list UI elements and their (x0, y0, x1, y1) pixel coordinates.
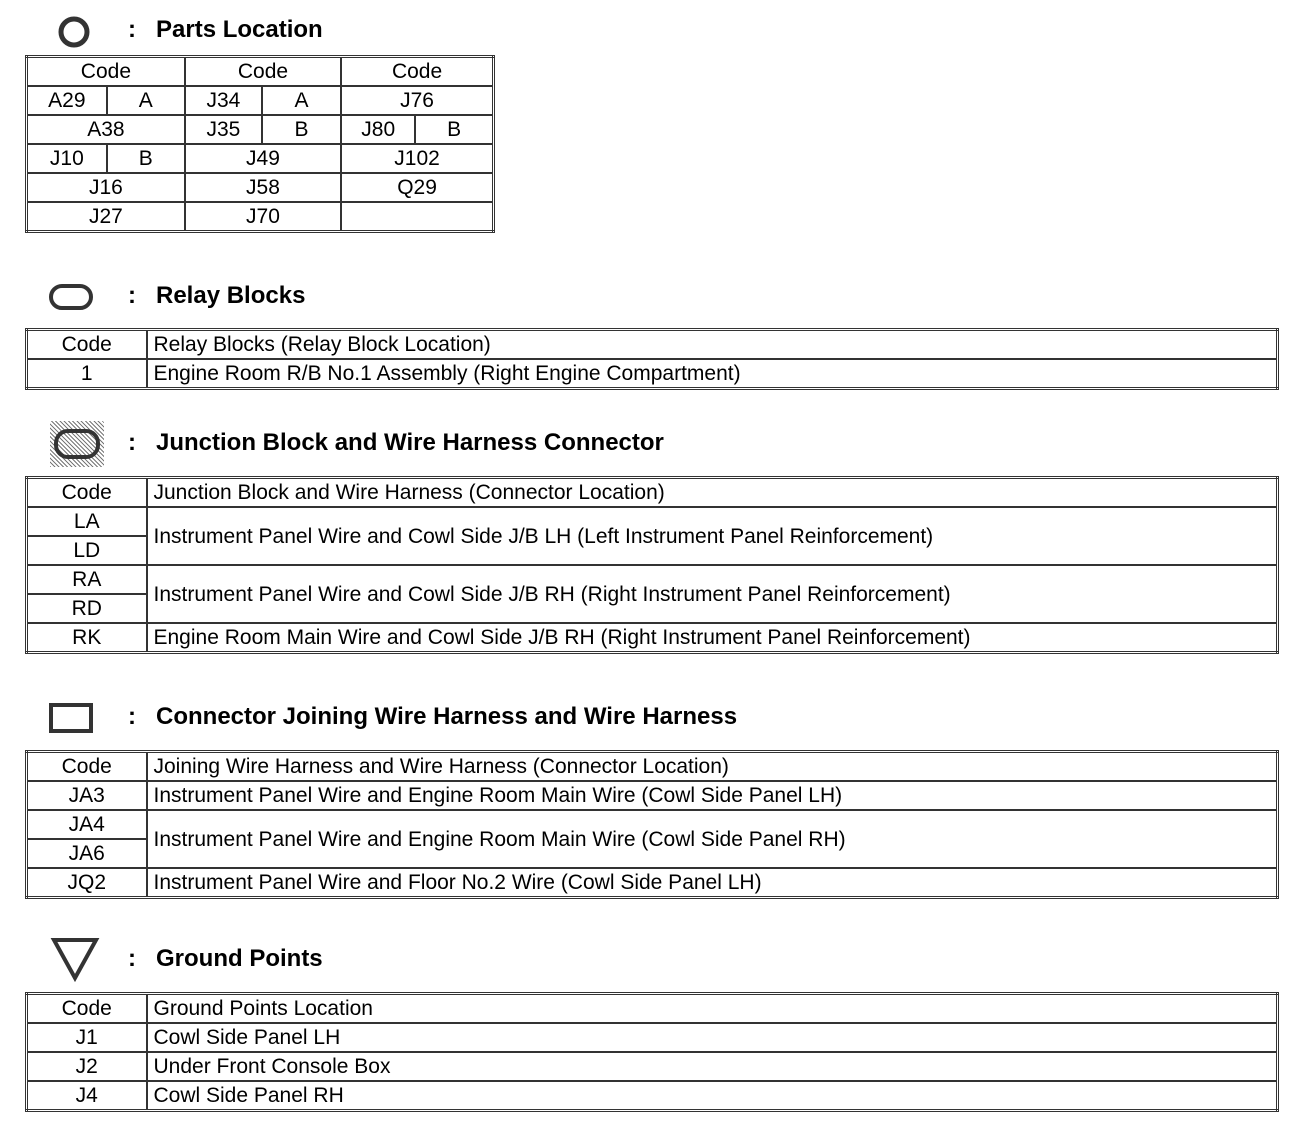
sub-code-cell: B (415, 115, 493, 144)
table-header-row (27, 478, 1278, 508)
junction-block-table (25, 476, 1279, 654)
code-cell: J4 (27, 1081, 147, 1111)
section-colon: : (128, 16, 136, 43)
code-cell: RK (27, 623, 147, 653)
description-cell: Instrument Panel Wire and Engine Room Main Wire (Cowl Side Panel LH) (147, 781, 1278, 810)
code-cell: A29 (27, 86, 107, 115)
description-cell: Instrument Panel Wire and Engine Room Main Wire (Cowl Side Panel RH) (147, 810, 1278, 868)
code-cell: J27 (27, 202, 185, 232)
rounded-rect-icon (48, 283, 94, 311)
code-cell: J10 (27, 144, 107, 173)
description-cell: Engine Room R/B No.1 Assembly (Right Engine Compartment) (147, 359, 1278, 389)
code-cell: JA6 (27, 839, 147, 868)
parts-location-table (25, 55, 495, 233)
sub-code-cell: B (262, 115, 341, 144)
table-row (27, 359, 1278, 389)
table-header-row (27, 752, 1278, 782)
code-cell: J16 (27, 173, 185, 202)
table-row (27, 810, 1278, 839)
code-cell: J76 (341, 86, 493, 115)
table-row (27, 86, 494, 115)
section-colon: : (128, 282, 136, 309)
header-cell: Code (27, 994, 147, 1024)
description-cell: Cowl Side Panel RH (147, 1081, 1278, 1111)
code-cell: A38 (27, 115, 185, 144)
table-row (27, 868, 1278, 898)
header-cell: Relay Blocks (Relay Block Location) (147, 330, 1278, 360)
description-cell: Instrument Panel Wire and Cowl Side J/B RH (Right Instrument Panel Reinforcement) (147, 565, 1278, 623)
code-cell: LD (27, 536, 147, 565)
empty-cell (341, 202, 493, 232)
section-title-relay-blocks: Relay Blocks (156, 282, 306, 309)
table-row (27, 115, 494, 144)
table-row (27, 1081, 1278, 1111)
table-row (27, 565, 1278, 594)
header-cell: Junction Block and Wire Harness (Connector Location) (147, 478, 1278, 508)
header-cell: Code (27, 330, 147, 360)
ground-points-table (25, 992, 1279, 1112)
table-row (27, 507, 1278, 536)
sub-code-cell: A (262, 86, 341, 115)
code-cell: JA3 (27, 781, 147, 810)
section-title-ground-points: Ground Points (156, 945, 323, 972)
header-cell: Code (27, 478, 147, 508)
square-icon (48, 702, 94, 734)
code-cell: 1 (27, 359, 147, 389)
triangle-down-icon (50, 936, 100, 982)
code-cell: J102 (341, 144, 493, 173)
connector-joining-table (25, 750, 1279, 899)
table-header-row (27, 994, 1278, 1024)
sub-code-cell: B (107, 144, 185, 173)
code-cell: J58 (185, 173, 341, 202)
section-title-junction-block: Junction Block and Wire Harness Connector (156, 429, 664, 456)
description-cell: Instrument Panel Wire and Floor No.2 Wire (Cowl Side Panel LH) (147, 868, 1278, 898)
section-colon: : (128, 703, 136, 730)
description-cell: Cowl Side Panel LH (147, 1023, 1278, 1052)
description-cell: Instrument Panel Wire and Cowl Side J/B LH (Left Instrument Panel Reinforcement) (147, 507, 1278, 565)
code-cell: J1 (27, 1023, 147, 1052)
section-colon: : (128, 945, 136, 972)
header-cell: Code (341, 57, 493, 87)
code-cell: Q29 (341, 173, 493, 202)
table-row (27, 1052, 1278, 1081)
header-cell: Code (27, 752, 147, 782)
header-cell: Code (27, 57, 185, 87)
description-cell: Under Front Console Box (147, 1052, 1278, 1081)
table-row (27, 1023, 1278, 1052)
table-row (27, 144, 494, 173)
table-row (27, 173, 494, 202)
code-cell: J34 (185, 86, 262, 115)
table-header-row (27, 57, 494, 87)
header-cell: Ground Points Location (147, 994, 1278, 1024)
section-title-connector-joining: Connector Joining Wire Harness and Wire Harness (156, 703, 738, 730)
header-cell: Code (185, 57, 341, 87)
shaded-rounded-rect-icon (50, 421, 104, 467)
table-header-row (27, 330, 1278, 360)
code-cell: JA4 (27, 810, 147, 839)
section-title-parts-location: Parts Location (156, 16, 323, 43)
table-row (27, 623, 1278, 653)
table-row (27, 781, 1278, 810)
table-row (27, 202, 494, 232)
header-cell: Joining Wire Harness and Wire Harness (Connector Location) (147, 752, 1278, 782)
description-cell: Engine Room Main Wire and Cowl Side J/B RH (Right Instrument Panel Reinforcement) (147, 623, 1278, 653)
code-cell: LA (27, 507, 147, 536)
code-cell: J70 (185, 202, 341, 232)
section-colon: : (128, 429, 136, 456)
code-cell: RA (27, 565, 147, 594)
relay-blocks-table (25, 328, 1279, 390)
sub-code-cell: A (107, 86, 185, 115)
code-cell: J49 (185, 144, 341, 173)
code-cell: RD (27, 594, 147, 623)
circle-icon (56, 14, 92, 50)
code-cell: J80 (341, 115, 415, 144)
code-cell: J35 (185, 115, 262, 144)
code-cell: JQ2 (27, 868, 147, 898)
code-cell: J2 (27, 1052, 147, 1081)
